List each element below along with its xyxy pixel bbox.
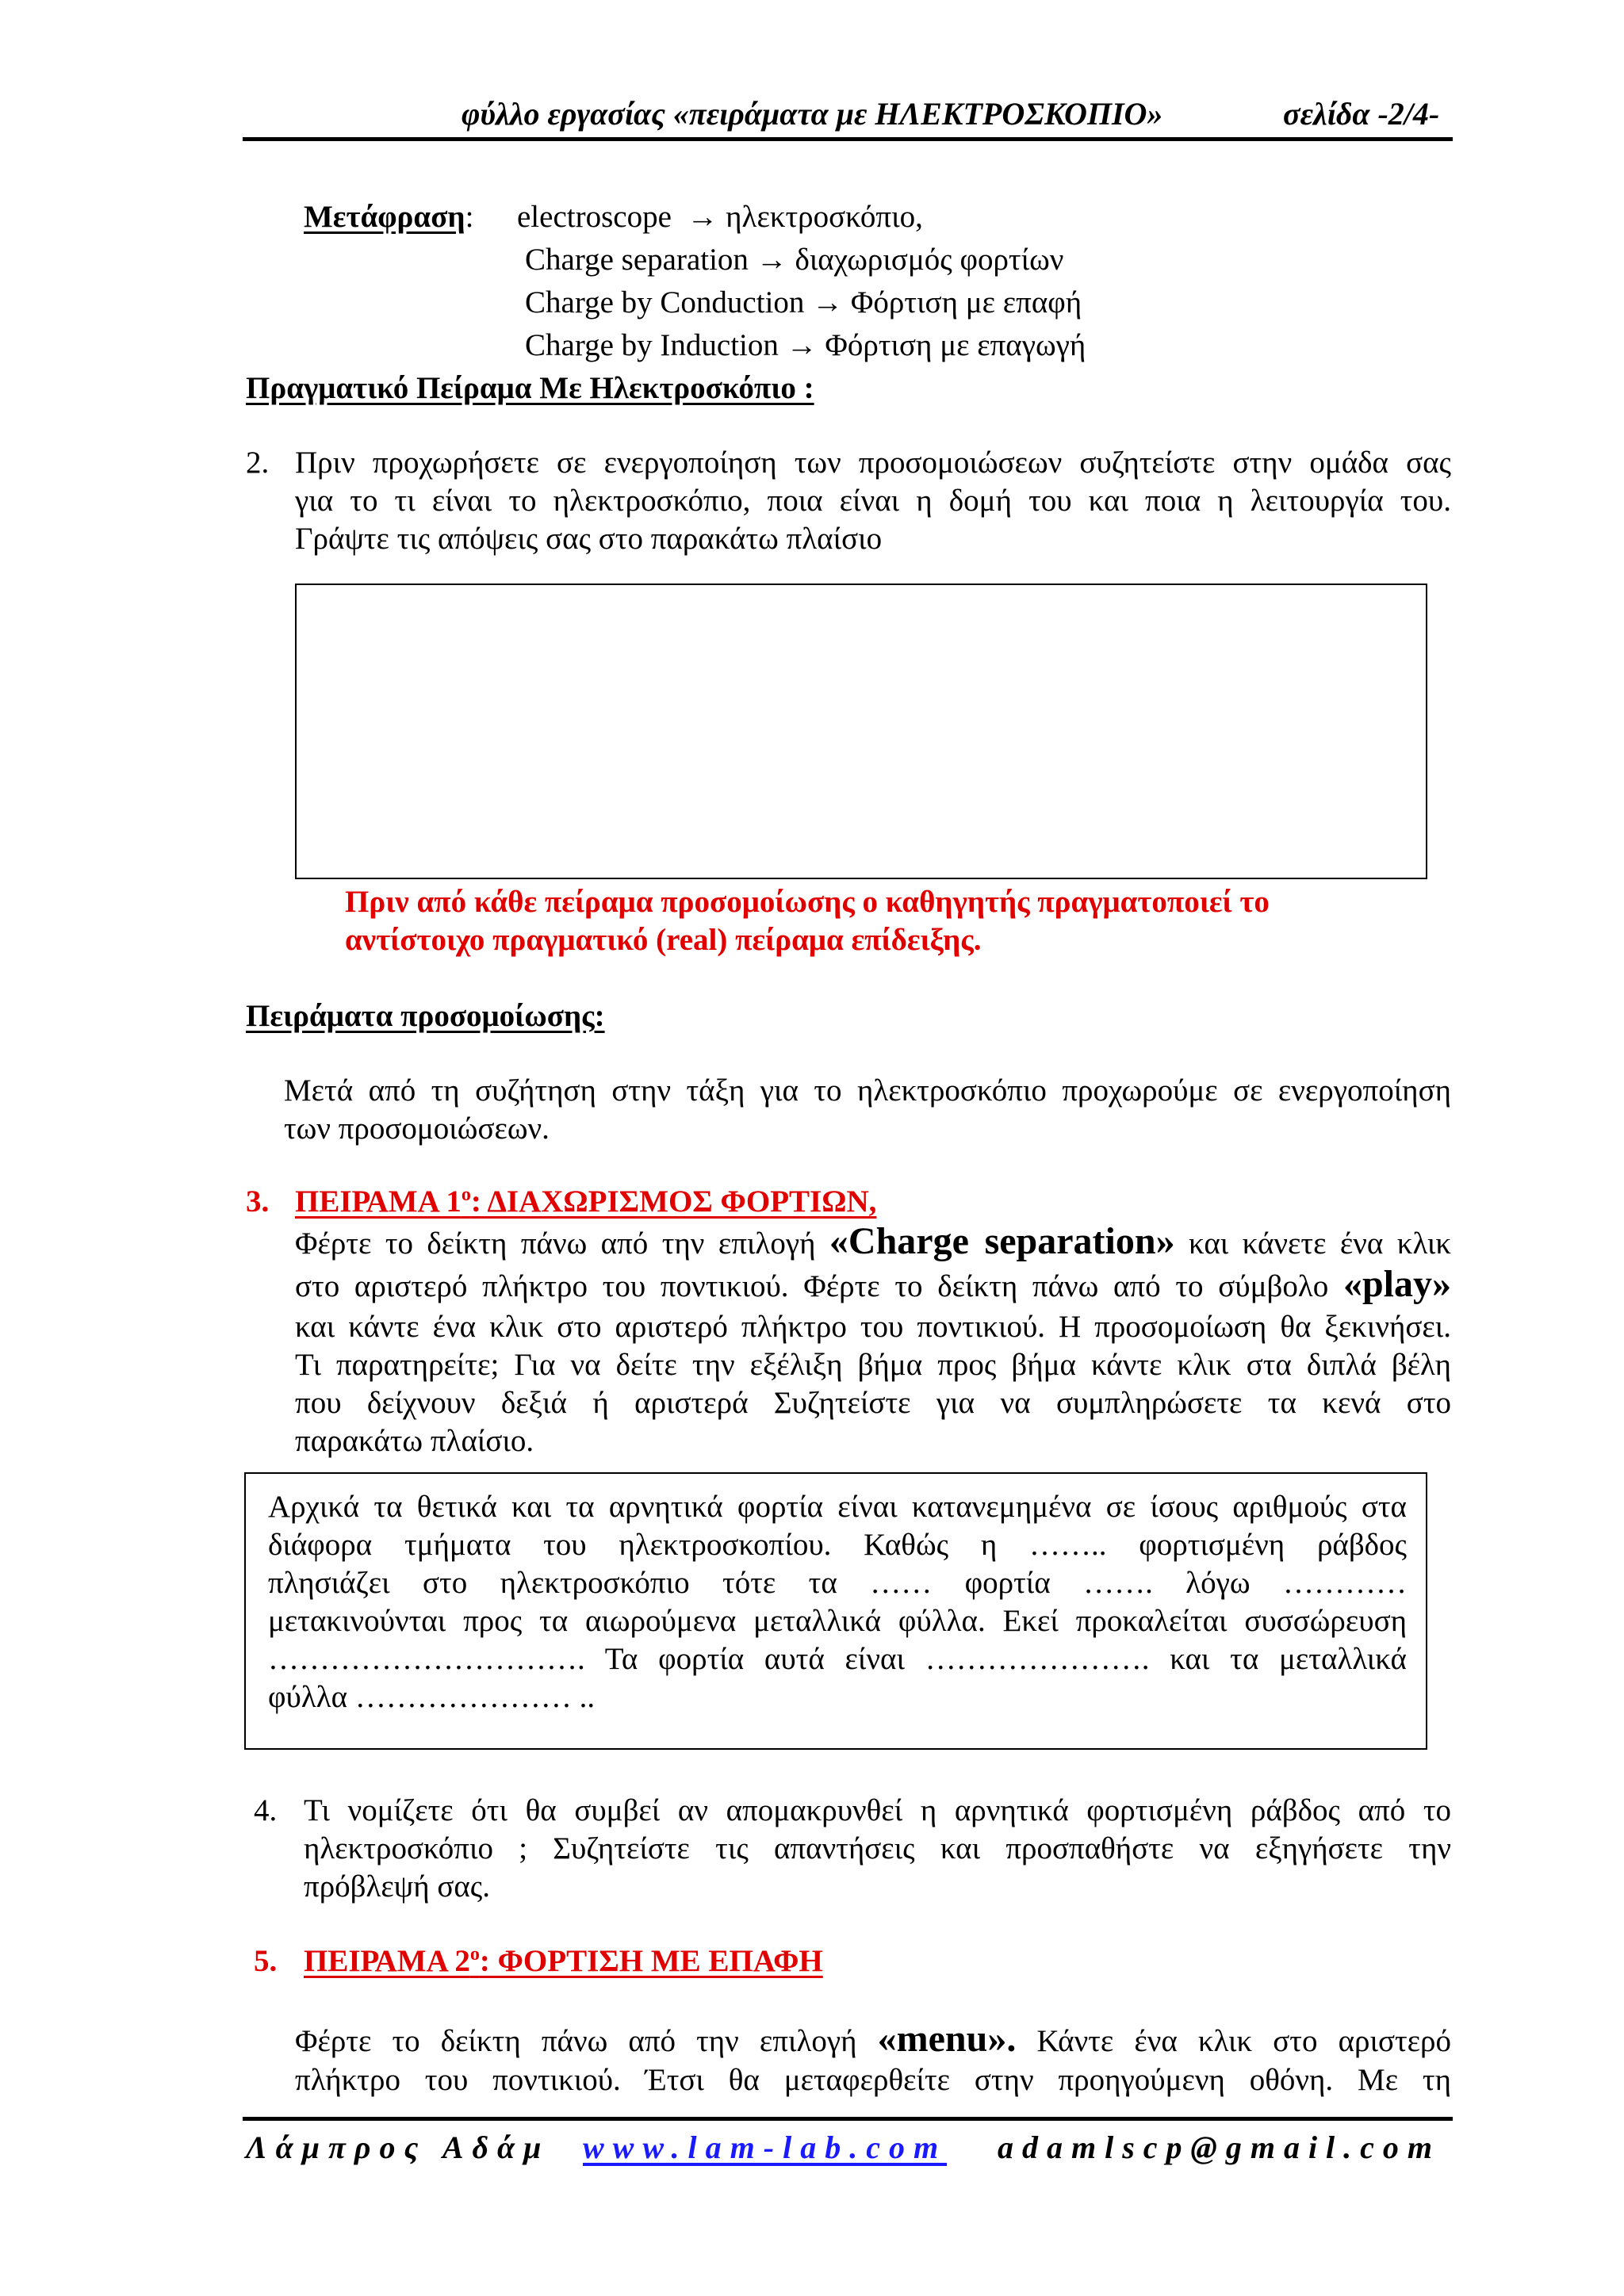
item4-line: Τι νομίζετε ότι θα συμβεί αν απομακρυνθεί η αρνητικά φορτισμένη ράβδος από το [304,1793,1451,1827]
item4-line: ηλεκτροσκόπιο ; Συζητείστε τις απαντήσεις και προσπαθήστε να εξηγήσετε την [304,1831,1451,1866]
fill-in-line[interactable]: Αρχικά τα θετικά και τα αρνητικά φορτία είναι κατανεμημένα σε ίσους αριθμούς στα [268,1490,1407,1524]
item-number: 2. [246,446,270,480]
item-number: 4. [254,1793,278,1827]
document-title: φύλλο εργασίας «πειράματα με ΗΛΕΚΤΡΟΣΚΟΠΙΟ» [462,96,1163,132]
fill-in-line[interactable]: …………………………. Τα φορτία αυτά είναι …………………. και τα μεταλλικά [268,1642,1407,1676]
item-number: 5. [254,1944,278,1978]
arrow-right-icon: → [812,285,844,320]
real-experiment-heading: Πραγματικό Πείραμα Με Ηλεκτροσκόπιο : [246,371,814,405]
item3-line: Τι παρατηρείτε; Για να δείτε την εξέλιξη βήμα προς βήμα κάντε κλικ στα διπλά βέλη [295,1348,1451,1382]
translation-label: Μετάφραση: [304,200,474,234]
footer-email: adamlscp@gmail.com [998,2130,1442,2165]
arrow-right-icon: → [687,200,718,234]
teacher-note-line: Πριν από κάθε πείραμα προσομοίωσης ο καθηγητής πραγματοποιεί το [345,885,1270,919]
fill-in-line[interactable]: μετακινούνται προς τα αιωρούμενα μεταλλικά φύλλα. Εκεί προκαλείται συσσώρευση [268,1604,1407,1638]
translation-item: Charge by Induction → Φόρτιση με επαγωγή [525,328,1086,362]
fill-in-box [244,1472,1427,1750]
item3-line: που δείχνουν δεξιά ή αριστερά Συζητείστε για να συμπληρώσετε τα κενά στο [295,1386,1451,1420]
item3-line: στο αριστερό πλήκτρο του ποντικιού. Φέρτε το δείκτη πάνω από το σύμβολο «play» [295,1263,1452,1305]
page-number: σελίδα -2/4- [1283,96,1440,132]
item2-line: Γράψτε τις απόψεις σας στο παρακάτω πλαίσιο [295,522,883,556]
simulations-intro-line: των προσομοιώσεων. [284,1112,550,1146]
answer-box[interactable] [295,584,1427,879]
footer-author: Λάμπρος Αδάμ [246,2130,550,2165]
footer-website-link[interactable]: www.lam-lab.com [583,2130,948,2165]
experiment-1-title: ΠΕΙΡΑΜΑ $1^o$: ΔΙΑΧΩΡΙΣΜΟΣ ΦΟΡΤΙΩΝ, [295,1184,877,1219]
item3-line: Φέρτε το δείκτη πάνω από την επιλογή «Charge separation» και κάνετε ένα κλικ [295,1220,1452,1262]
arrow-right-icon: → [756,243,787,277]
experiment-2-title: ΠΕΙΡΑΜΑ $2^o$: ΦΟΡΤΙΣΗ ΜΕ ΕΠΑΦΗ [304,1944,823,1978]
item3-line: και κάντε ένα κλικ στο αριστερό πλήκτρο του ποντικιού. Η προσομοίωση θα ξεκινήσει. [295,1310,1451,1344]
simulations-heading: Πειράματα προσομοίωσης: [246,999,605,1033]
teacher-note-line: αντίστοιχο πραγματικό (real) πείραμα επίδειξης. [345,923,982,957]
item4-line: πρόβλεψή σας. [304,1869,490,1904]
item3-line: παρακάτω πλαίσιο. [295,1424,534,1458]
footer-rule [243,2117,1453,2121]
translation-item: electroscope → ηλεκτροσκόπιο, [517,200,923,234]
translation-item: Charge separation → διαχωρισμός φορτίων [525,243,1064,277]
fill-in-line[interactable]: διάφορα τμήματα του ηλεκτροσκοπίου. Καθώς η …….. φορτισμένη ράβδος [268,1528,1407,1562]
item5-line: πλήκτρο του ποντικιού. Έτσι θα μεταφερθείτε στην προηγούμενη οθόνη. Με τη [295,2063,1451,2097]
item2-line: για το τι είναι το ηλεκτροσκόπιο, ποια είναι η δομή του και ποια η λειτουργία του. [295,484,1451,518]
header-rule [243,137,1453,141]
item5-line: Φέρτε το δείκτη πάνω από την επιλογή «menu». Κάντε ένα κλικ στο αριστερό [295,2018,1451,2060]
item2-line: Πριν προχωρήσετε σε ενεργοποίηση των προσομοιώσεων συζητείστε στην ομάδα σας [295,446,1451,480]
fill-in-line[interactable]: πλησιάζει στο ηλεκτροσκόπιο τότε τα …… φορτία ……. λόγω ………… [268,1566,1407,1600]
fill-in-line[interactable]: φύλλα ………………… .. [268,1680,596,1714]
translation-item: Charge by Conduction → Φόρτιση με επαφή [525,285,1082,320]
item-number: 3. [246,1184,270,1219]
arrow-right-icon: → [786,328,818,362]
simulations-intro-line: Μετά από τη συζήτηση στην τάξη για το ηλεκτροσκόπιο προχωρούμε σε ενεργοποίηση [284,1073,1451,1108]
